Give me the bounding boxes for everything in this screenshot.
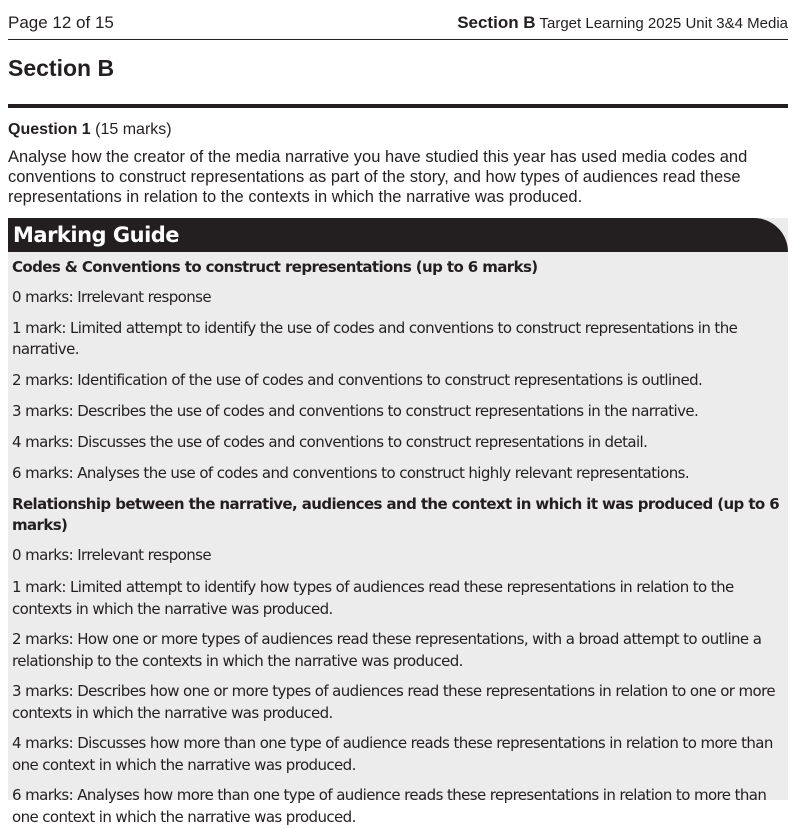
page-header xyxy=(8,0,788,40)
running-header xyxy=(457,13,788,33)
document-page xyxy=(8,0,788,826)
mark-band: 2 marks: How one or more types of audiences read these representations, with a broad attempt to outline a relationship to the contexts in which the narrative was produced. xyxy=(12,630,762,670)
section-divider xyxy=(8,104,788,108)
mark-band: 6 marks: Analyses how more than one type of audience reads these representations in relation to more than one context in which the narrative was produced. xyxy=(12,786,767,826)
section-title: Section B xyxy=(8,55,115,81)
page-number: Page 12 of 15 xyxy=(8,12,114,32)
running-header-publication: Target Learning 2025 Unit 3&4 Media xyxy=(539,14,788,32)
marking-guide-body xyxy=(8,252,788,828)
criterion-heading: Relationship between the narrative, audiences and the context in which it was produced (up to 6 marks) xyxy=(12,495,780,534)
mark-band: 2 marks: Identification of the use of codes and conventions to construct representations is outlined. xyxy=(12,371,703,389)
question-prompt: Analyse how the creator of the media narrative you have studied this year has used media codes and conventions to construct representations as part of the story, and how types of audiences read these representations in relation to the contexts in which the narrative was produced. xyxy=(8,148,748,206)
question-heading xyxy=(8,121,172,139)
running-header-section: Section B xyxy=(457,12,536,32)
mark-band: 3 marks: Describes the use of codes and conventions to construct representations in the narrative. xyxy=(12,402,699,420)
marking-guide-panel xyxy=(8,218,788,826)
mark-band: 0 marks: Irrelevant response xyxy=(12,288,211,306)
mark-band: 3 marks: Describes how one or more types of audiences read these representations in relation to one or more contexts in which the narrative was produced. xyxy=(12,682,775,722)
mark-band: 1 mark: Limited attempt to identify how types of audiences read these representations in relation to the contexts in which the narrative was produced. xyxy=(12,578,734,618)
mark-band: 4 marks: Discusses the use of codes and conventions to construct representations in detail. xyxy=(12,433,648,451)
mark-band: 4 marks: Discusses how more than one type of audience reads these representations in relation to more than one context in which the narrative was produced. xyxy=(12,734,773,774)
mark-band: 6 marks: Analyses the use of codes and conventions to construct highly relevant representations. xyxy=(12,464,689,482)
mark-band: 0 marks: Irrelevant response xyxy=(12,546,211,564)
question-label: Question 1 xyxy=(8,121,91,138)
marking-guide-title: Marking Guide xyxy=(8,218,788,252)
criterion-heading: Codes & Conventions to construct representations (up to 6 marks) xyxy=(12,258,538,276)
mark-band: 1 mark: Limited attempt to identify the use of codes and conventions to construct representations in the narrative. xyxy=(12,319,738,358)
question-marks: (15 marks) xyxy=(95,121,172,138)
